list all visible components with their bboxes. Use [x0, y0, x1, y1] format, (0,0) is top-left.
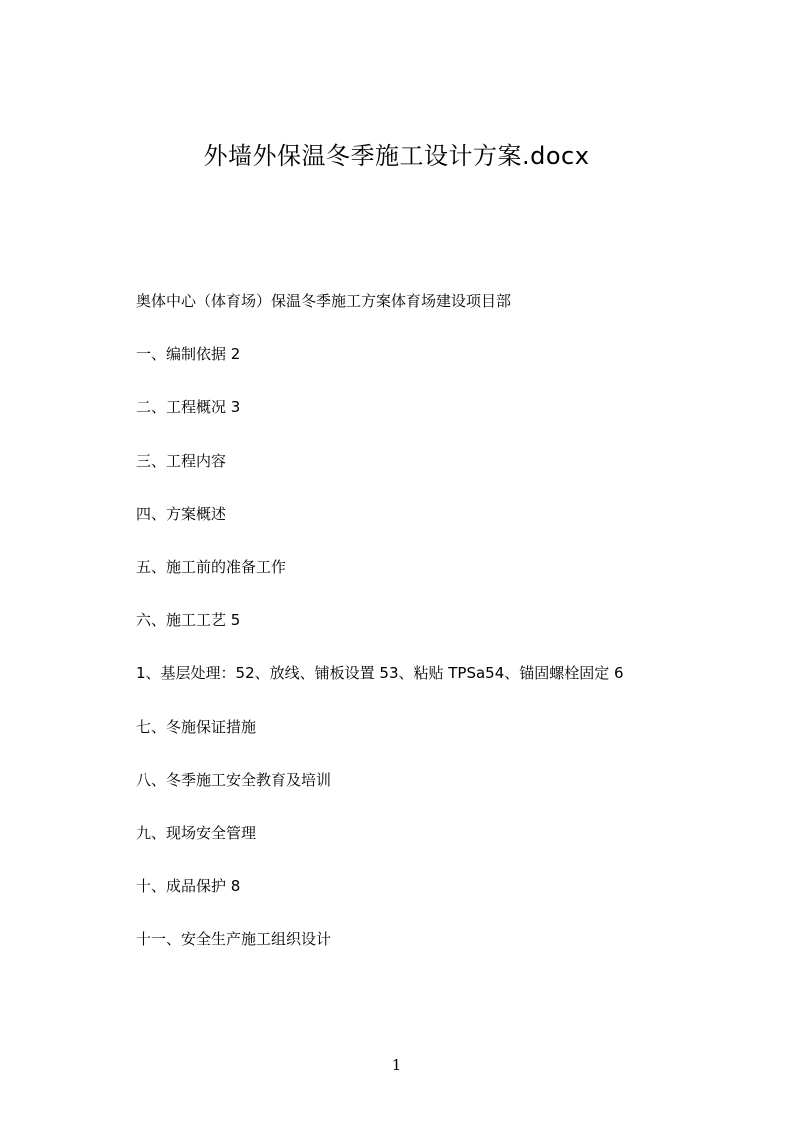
document-title: 外墙外保温冬季施工设计方案.docx: [203, 142, 590, 170]
toc-item-6: 六、施工工艺 5: [136, 611, 241, 630]
toc-item-2: 二、工程概况 3: [136, 398, 241, 417]
toc-item-5: 五、施工前的准备工作: [136, 557, 287, 576]
toc-item-1: 一、编制依据 2: [136, 345, 241, 364]
toc-item-10: 十、成品保护 8: [136, 877, 241, 896]
page-number: 1: [391, 1056, 402, 1074]
toc-item-4: 四、方案概述: [136, 504, 227, 523]
toc-item-9: 九、现场安全管理: [136, 823, 257, 842]
toc-item-8: 八、冬季施工安全教育及培训: [136, 770, 332, 789]
table-of-contents: [136, 286, 736, 977]
toc-item-6-subsections: 1、基层处理：52、放线、铺板设置 53、粘贴 TPSa54、锚固螺栓固定 6: [136, 664, 624, 683]
toc-item-3: 三、工程内容: [136, 451, 227, 470]
toc-subtitle: 奥体中心（体育场）保温冬季施工方案体育场建设项目部: [136, 292, 512, 310]
toc-item-11: 十一、安全生产施工组织设计: [136, 930, 332, 949]
toc-item-7: 七、冬施保证措施: [136, 717, 257, 736]
